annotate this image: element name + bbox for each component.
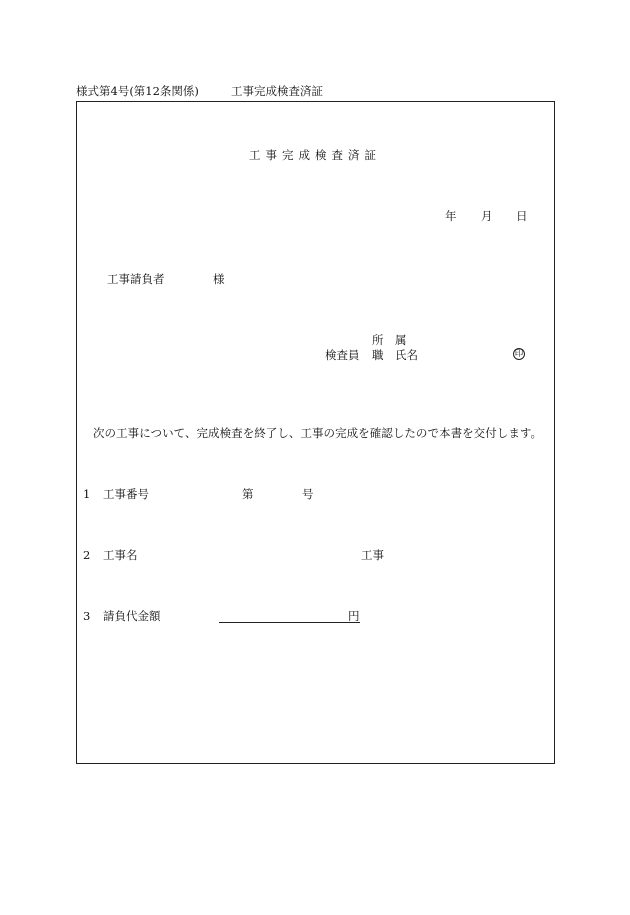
item-3-number: 3 bbox=[83, 609, 91, 623]
item-3-suffix: 円 bbox=[348, 609, 360, 623]
inspector-label: 検査員 bbox=[325, 348, 360, 362]
form-number-label: 様式第4号(第12条関係) bbox=[76, 84, 199, 98]
issuance-statement: 次の工事について、完成検査を終了し、工事の完成を確認したので本書を交付します。 bbox=[93, 426, 543, 440]
item-2-number: 2 bbox=[83, 548, 91, 562]
inspector-position-name-label: 職 氏名 bbox=[372, 348, 418, 362]
document-title: 工事完成検査済証 bbox=[249, 148, 381, 162]
form-header-title: 工事完成検査済証 bbox=[231, 84, 323, 98]
recipient-role: 工事請負者 bbox=[107, 272, 165, 286]
item-1-suffix: 号 bbox=[302, 487, 314, 501]
item-2-label: 工事名 bbox=[103, 548, 138, 562]
item-1-number: 1 bbox=[83, 487, 91, 501]
date-day-label: 日 bbox=[516, 209, 528, 223]
recipient-honorific: 様 bbox=[213, 272, 225, 286]
item-3-label: 請負代金額 bbox=[103, 609, 161, 623]
item-2-suffix: 工事 bbox=[361, 548, 384, 562]
seal-mark: 印 bbox=[514, 348, 524, 359]
item-1-label: 工事番号 bbox=[103, 487, 149, 501]
date-month-label: 月 bbox=[481, 209, 493, 223]
item-1-prefix: 第 bbox=[242, 487, 254, 501]
amount-underline bbox=[219, 622, 360, 623]
date-year-label: 年 bbox=[445, 209, 457, 223]
inspector-affiliation-label: 所 属 bbox=[372, 333, 407, 347]
